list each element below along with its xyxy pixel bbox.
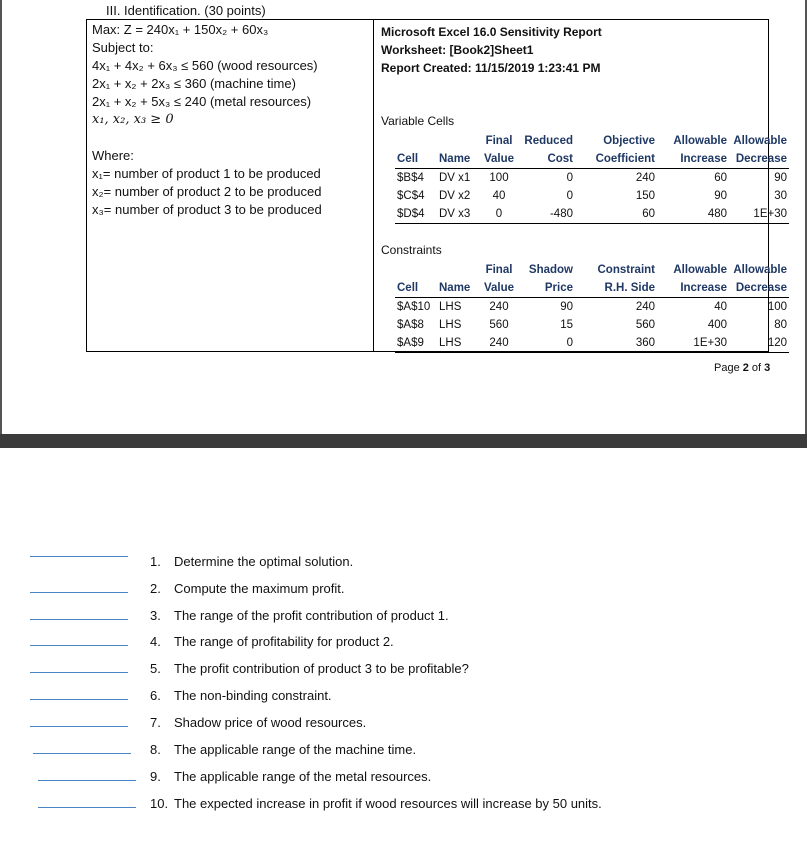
table-row — [395, 187, 789, 205]
cell-name: LHS — [439, 334, 479, 353]
header-cell — [395, 261, 439, 279]
allowable-decrease: 1E+30 — [733, 205, 789, 224]
header-cell: Price — [519, 279, 579, 298]
question-text: Determine the optimal solution. — [174, 554, 354, 569]
header-cell: R.H. Side — [579, 279, 665, 298]
header-cell: Cell — [395, 279, 439, 298]
allowable-decrease: 120 — [733, 334, 789, 353]
final-value: 560 — [489, 319, 509, 331]
header-cell: Decrease — [733, 150, 789, 169]
header-cell: Name — [439, 279, 479, 298]
question-text: The range of profitability for product 2. — [174, 634, 394, 649]
header-cell: Value — [479, 279, 519, 298]
header-cell: Cell — [395, 150, 439, 169]
header-cell — [439, 132, 479, 150]
cell-ref: $A$9 — [395, 334, 439, 353]
allowable-increase: 400 — [707, 319, 727, 331]
question-text: The profit contribution of product 3 to be profitable? — [174, 661, 469, 676]
allowable-increase: 40 — [714, 301, 727, 313]
constraint-machine: 2x₁ + x₂ + 2x₃ ≤ 360 (machine time) — [92, 76, 296, 91]
section-title: III. Identification. (30 points) — [106, 3, 266, 18]
header-cell: Reduced — [524, 135, 573, 147]
final-value: 240 — [489, 301, 509, 313]
allowable-decrease: 80 — [774, 319, 787, 331]
answer-blank-1[interactable] — [30, 556, 128, 557]
question-text: The range of the profit contribution of product 1. — [174, 608, 449, 623]
question-number: 6. — [150, 688, 161, 703]
header-cell: Increase — [665, 279, 733, 298]
question-number: 8. — [150, 742, 161, 757]
definition-x3: x₃= number of product 3 to be produced — [92, 202, 322, 217]
answer-blank-3[interactable] — [30, 619, 128, 620]
cell-ref: $A$8 — [397, 319, 424, 331]
answer-blank-6[interactable] — [30, 699, 128, 700]
question-number: 2. — [150, 581, 161, 596]
objective-coefficient: 240 — [635, 172, 655, 184]
cell-name: LHS — [439, 319, 462, 331]
question-item — [150, 608, 449, 623]
answer-blank-9[interactable] — [38, 780, 136, 781]
table-row — [395, 334, 789, 353]
question-text: The applicable range of the metal resources. — [174, 769, 432, 784]
page-separator — [0, 434, 807, 448]
objective-coefficient: 150 — [635, 190, 655, 202]
answer-blank-5[interactable] — [30, 672, 128, 673]
header-cell: Allowable — [733, 264, 787, 276]
header-cell: Increase — [665, 150, 733, 169]
header-cell: Allowable — [673, 264, 727, 276]
header-cell: Value — [479, 150, 519, 169]
page-total: 3 — [764, 362, 771, 374]
page-left-border — [0, 0, 2, 434]
table-row — [395, 298, 789, 317]
answer-blank-8[interactable] — [33, 753, 131, 754]
shadow-price: 15 — [560, 319, 573, 331]
question-number: 5. — [150, 661, 161, 676]
where-label: Where: — [92, 148, 134, 163]
constraint-metal: 2x₁ + x₂ + 5x₃ ≤ 240 (metal resources) — [92, 94, 312, 109]
question-item — [150, 688, 332, 703]
question-text: Compute the maximum profit. — [174, 581, 345, 596]
question-number: 7. — [150, 715, 161, 730]
question-text: The applicable range of the machine time. — [174, 742, 417, 757]
objective-function: Max: Z = 240x₁ + 150x₂ + 60x₃ — [92, 22, 269, 37]
sensitivity-report-header — [381, 23, 602, 77]
question-item — [150, 715, 366, 730]
question-item — [150, 796, 602, 811]
question-item — [150, 742, 416, 757]
cell-name: DV x2 — [439, 190, 471, 202]
final-value: 0 — [479, 205, 519, 224]
shadow-price: 0 — [519, 334, 579, 353]
constraints-label: Constraints — [381, 243, 442, 257]
header-cell — [395, 132, 439, 150]
cell-name: DV x1 — [439, 172, 471, 184]
variable-cells-table — [395, 132, 789, 224]
variable-cells-label: Variable Cells — [381, 114, 455, 128]
column-divider — [373, 19, 374, 352]
constraint-rhs: 240 — [635, 301, 655, 313]
cell-ref: $B$4 — [397, 172, 424, 184]
report-title: Microsoft Excel 16.0 Sensitivity Report — [381, 25, 602, 39]
allowable-decrease: 100 — [767, 301, 787, 313]
cell-ref: $C$4 — [397, 190, 425, 202]
report-worksheet: Worksheet: [Book2]Sheet1 — [381, 43, 534, 57]
table-row — [395, 316, 789, 334]
page-prefix: Page — [714, 362, 743, 374]
final-value: 240 — [479, 334, 519, 353]
cell-name: DV x3 — [439, 205, 479, 224]
constraint-rhs: 560 — [635, 319, 655, 331]
answer-blank-2[interactable] — [30, 592, 128, 593]
report-created: Report Created: 11/15/2019 1:23:41 PM — [381, 61, 601, 75]
final-value: 40 — [492, 190, 506, 202]
allowable-increase: 1E+30 — [665, 334, 733, 353]
header-cell: Decrease — [733, 279, 789, 298]
table-row — [395, 205, 789, 224]
page-3 — [0, 448, 807, 844]
question-item — [150, 661, 469, 676]
header-cell: Final — [485, 135, 513, 147]
question-item — [150, 769, 431, 784]
answer-blank-4[interactable] — [30, 645, 128, 646]
header-cell — [439, 261, 479, 279]
question-item — [150, 581, 345, 596]
subject-to-label: Subject to: — [92, 40, 154, 55]
header-cell: Shadow — [528, 264, 573, 276]
cell-name: LHS — [439, 301, 462, 313]
shadow-price: 90 — [560, 301, 573, 313]
header-cell: Constraint — [597, 264, 655, 276]
objective-coefficient: 60 — [579, 205, 665, 224]
allowable-decrease: 90 — [774, 172, 787, 184]
allowable-increase: 90 — [714, 190, 727, 202]
question-item — [150, 634, 394, 649]
page-current: 2 — [742, 362, 749, 374]
answer-blank-7[interactable] — [30, 726, 128, 727]
definition-x2: x₂= number of product 2 to be produced — [92, 184, 322, 199]
final-value: 100 — [489, 172, 509, 184]
lp-model — [92, 21, 322, 219]
allowable-increase: 480 — [665, 205, 733, 224]
question-item — [150, 554, 353, 569]
constraint-wood: 4x₁ + 4x₂ + 6x₃ ≤ 560 (wood resources) — [92, 58, 318, 73]
header-cell: Cost — [519, 150, 579, 169]
question-number: 10. — [150, 796, 169, 811]
constraints-table — [395, 261, 789, 353]
reduced-cost: 0 — [566, 172, 573, 184]
header-cell: Coefficient — [579, 150, 665, 169]
reduced-cost: 0 — [566, 190, 573, 202]
constraint-rhs: 360 — [579, 334, 665, 353]
page-middle: of — [748, 362, 765, 374]
question-number: 9. — [150, 769, 161, 784]
question-number: 4. — [150, 634, 161, 649]
non-negativity: x₁, x₂, x₃ ≥ 0 — [92, 112, 174, 127]
cell-ref: $D$4 — [395, 205, 439, 224]
question-number: 3. — [150, 608, 161, 623]
header-cell: Objective — [603, 135, 655, 147]
question-text: The expected increase in profit if wood resources will increase by 50 units. — [174, 796, 602, 811]
question-text: Shadow price of wood resources. — [174, 715, 367, 730]
reduced-cost: -480 — [519, 205, 579, 224]
question-text: The non-binding constraint. — [174, 688, 332, 703]
allowable-increase: 60 — [714, 172, 727, 184]
definition-x1: x₁= number of product 1 to be produced — [92, 166, 321, 181]
header-cell: Final — [485, 264, 513, 276]
answer-blank-10[interactable] — [38, 807, 136, 808]
question-number: 1. — [150, 554, 161, 569]
cell-ref: $A$10 — [397, 301, 431, 313]
header-cell: Allowable — [733, 135, 787, 147]
header-cell: Allowable — [673, 135, 727, 147]
allowable-decrease: 30 — [774, 190, 787, 202]
table-row — [395, 169, 789, 188]
page-number — [714, 362, 770, 374]
header-cell: Name — [439, 150, 479, 169]
